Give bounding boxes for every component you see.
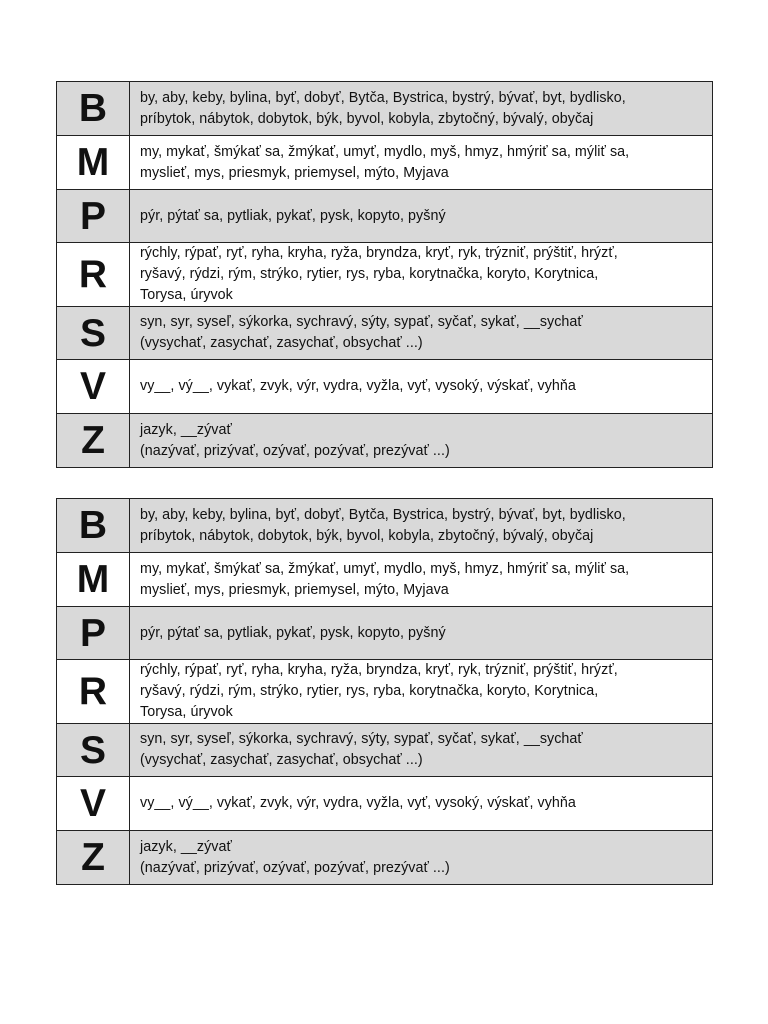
row-letter: Z [57, 414, 130, 468]
row-words [130, 82, 713, 136]
table-row-v [57, 777, 713, 831]
word-line: (vysychať, zasychať, zasychať, obsychať ...) [140, 335, 423, 351]
table-row-s [57, 724, 713, 777]
table-row-p [57, 607, 713, 660]
table-row-z [57, 414, 713, 468]
word-line: ryšavý, rýdzi, rým, strýko, rytier, rys, ryba, korytnačka, koryto, Korytnica, [140, 266, 599, 282]
row-letter: V [57, 360, 130, 414]
table-row-v [57, 360, 713, 414]
table-row-b [57, 82, 713, 136]
row-letter: P [57, 190, 130, 243]
row-letter: Z [57, 831, 130, 885]
row-letter: R [57, 660, 130, 724]
table-row-r [57, 243, 713, 307]
word-line: Torysa, úryvok [140, 704, 233, 720]
word-line: vy__, vý__, vykať, zvyk, výr, vydra, vyžla, vyť, vysoký, výskať, vyhňa [140, 378, 576, 394]
row-letter: M [57, 136, 130, 190]
row-words [130, 660, 713, 724]
table-row-p [57, 190, 713, 243]
table-row-z [57, 831, 713, 885]
word-line: rýchly, rýpať, ryť, ryha, kryha, ryža, bryndza, kryť, ryk, trýzniť, prýštiť, hrýzť, [140, 245, 618, 261]
word-line: (nazývať, prizývať, ozývať, pozývať, prezývať ...) [140, 442, 450, 459]
word-line: vy__, vý__, vykať, zvyk, výr, vydra, vyžla, vyť, vysoký, výskať, vyhňa [140, 795, 576, 811]
row-letter: B [57, 82, 130, 136]
row-words [130, 553, 713, 607]
row-letter: S [57, 307, 130, 360]
word-line: by, aby, keby, bylina, byť, dobyť, Bytča, Bystrica, bystrý, bývať, byt, bydlisko, [140, 506, 626, 523]
row-letter: V [57, 777, 130, 831]
row-letter: P [57, 607, 130, 660]
row-words [130, 499, 713, 553]
table-row-m [57, 136, 713, 190]
row-words [130, 607, 713, 660]
row-words [130, 136, 713, 190]
row-words [130, 190, 713, 243]
word-line: príbytok, nábytok, dobytok, býk, byvol, kobyla, zbytočný, bývalý, obyčaj [140, 527, 594, 544]
word-line: myslieť, mys, priesmyk, priemysel, mýto, Myjava [140, 164, 449, 181]
row-letter: M [57, 553, 130, 607]
row-words [130, 307, 713, 360]
word-line: syn, syr, syseľ, sýkorka, sychravý, sýty, sypať, syčať, sykať, __sychať [140, 731, 583, 747]
word-line: jazyk, __zývať [140, 838, 232, 855]
table-row-b [57, 499, 713, 553]
word-line: pýr, pýtať sa, pytliak, pykať, pysk, kopyto, pyšný [140, 624, 446, 641]
word-line: Torysa, úryvok [140, 287, 233, 303]
word-line: myslieť, mys, priesmyk, priemysel, mýto, Myjava [140, 581, 449, 598]
word-line: príbytok, nábytok, dobytok, býk, byvol, kobyla, zbytočný, bývalý, obyčaj [140, 110, 594, 127]
word-line: my, mykať, šmýkať sa, žmýkať, umyť, mydlo, myš, hmyz, hmýriť sa, mýliť sa, [140, 143, 630, 160]
word-line: (vysychať, zasychať, zasychať, obsychať ...) [140, 752, 423, 768]
word-line: my, mykať, šmýkať sa, žmýkať, umyť, mydlo, myš, hmyz, hmýriť sa, mýliť sa, [140, 560, 630, 577]
word-line: syn, syr, syseľ, sýkorka, sychravý, sýty, sypať, syčať, sykať, __sychať [140, 314, 583, 330]
row-letter: R [57, 243, 130, 307]
table-row-s [57, 307, 713, 360]
word-line: jazyk, __zývať [140, 421, 232, 438]
row-words [130, 243, 713, 307]
row-words [130, 360, 713, 414]
word-line: ryšavý, rýdzi, rým, strýko, rytier, rys, ryba, korytnačka, koryto, Korytnica, [140, 683, 599, 699]
vybrane-slova-table-2 [56, 498, 713, 885]
row-words [130, 831, 713, 885]
table-row-m [57, 553, 713, 607]
row-words [130, 724, 713, 777]
table-row-r [57, 660, 713, 724]
vybrane-slova-table-1 [56, 81, 713, 468]
row-letter: S [57, 724, 130, 777]
row-words [130, 414, 713, 468]
row-letter: B [57, 499, 130, 553]
word-line: rýchly, rýpať, ryť, ryha, kryha, ryža, bryndza, kryť, ryk, trýzniť, prýštiť, hrýzť, [140, 662, 618, 678]
word-line: by, aby, keby, bylina, byť, dobyť, Bytča, Bystrica, bystrý, bývať, byt, bydlisko, [140, 89, 626, 106]
word-line: pýr, pýtať sa, pytliak, pykať, pysk, kopyto, pyšný [140, 207, 446, 224]
word-line: (nazývať, prizývať, ozývať, pozývať, prezývať ...) [140, 859, 450, 876]
row-words [130, 777, 713, 831]
